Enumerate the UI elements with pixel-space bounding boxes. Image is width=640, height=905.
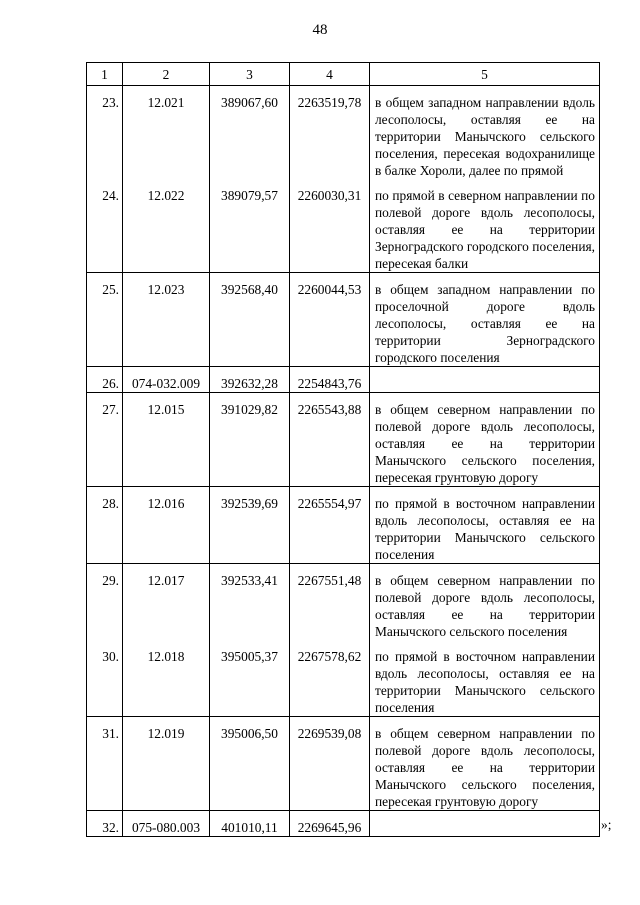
boundary-description-cell (370, 811, 600, 837)
y-coordinate-cell: 2260030,31 (290, 179, 370, 273)
boundary-description-cell: в общем западном направлении вдоль лесополосы, оставляя ее на территории Манычского сельского поселения, пересекая водохранилище в балке Хороли, далее по прямой (370, 86, 600, 180)
table-row (87, 487, 600, 564)
y-coordinate-cell: 2267578,62 (290, 640, 370, 717)
table-row (87, 717, 600, 811)
boundary-description-cell: в общем северном направлении по полевой дороге вдоль лесополосы, оставляя ее на территории Манычского сельского поселения, пересекая грунтовую дорогу (370, 717, 600, 811)
column-header: 4 (290, 63, 370, 86)
y-coordinate-cell: 2260044,53 (290, 273, 370, 367)
table-row (87, 640, 600, 717)
row-number-cell: 27. (87, 393, 123, 487)
row-number-cell: 23. (87, 86, 123, 180)
closing-quote-mark: »; (601, 817, 612, 832)
point-code-cell: 12.022 (123, 179, 210, 273)
row-number-cell: 29. (87, 564, 123, 641)
boundary-description-cell: в общем северном направлении по полевой дороге вдоль лесополосы, оставляя ее на территории Манычского сельского поселения (370, 564, 600, 641)
y-coordinate-cell: 2269539,08 (290, 717, 370, 811)
row-number-cell: 28. (87, 487, 123, 564)
table-row (87, 179, 600, 273)
point-code-cell: 074-032.009 (123, 367, 210, 393)
x-coordinate-cell: 392568,40 (210, 273, 290, 367)
boundary-description-cell: по прямой в восточном направлении вдоль лесополосы, оставляя ее на территории Манычского сельского поселения (370, 487, 600, 564)
table-row (87, 564, 600, 641)
row-number-cell: 26. (87, 367, 123, 393)
point-code-cell: 12.016 (123, 487, 210, 564)
y-coordinate-cell: 2263519,78 (290, 86, 370, 180)
point-code-cell: 075-080.003 (123, 811, 210, 837)
row-number-cell: 30. (87, 640, 123, 717)
x-coordinate-cell: 401010,11 (210, 811, 290, 837)
page-number: 48 (312, 22, 328, 38)
boundary-points-table (86, 62, 600, 837)
table-row (87, 811, 600, 837)
x-coordinate-cell: 395005,37 (210, 640, 290, 717)
column-header: 5 (370, 63, 600, 86)
y-coordinate-cell: 2265554,97 (290, 487, 370, 564)
boundary-description-cell (370, 367, 600, 393)
row-number-cell: 25. (87, 273, 123, 367)
y-coordinate-cell: 2254843,76 (290, 367, 370, 393)
column-header: 2 (123, 63, 210, 86)
table-row (87, 273, 600, 367)
y-coordinate-cell: 2265543,88 (290, 393, 370, 487)
point-code-cell: 12.021 (123, 86, 210, 180)
y-coordinate-cell: 2267551,48 (290, 564, 370, 641)
x-coordinate-cell: 392632,28 (210, 367, 290, 393)
table-row (87, 86, 600, 180)
point-code-cell: 12.018 (123, 640, 210, 717)
boundary-description-cell: в общем западном направлении по проселочной дороге вдоль лесополосы, оставляя ее на территории Зерноградского городского поселения (370, 273, 600, 367)
row-number-cell: 24. (87, 179, 123, 273)
boundary-description-cell: по прямой в восточном направлении вдоль лесополосы, оставляя ее на территории Манычского сельского поселения (370, 640, 600, 717)
point-code-cell: 12.017 (123, 564, 210, 641)
table-header-row (87, 63, 600, 86)
x-coordinate-cell: 392533,41 (210, 564, 290, 641)
table-row (87, 393, 600, 487)
boundary-description-cell: по прямой в северном направлении по полевой дороге вдоль лесополосы, оставляя ее на территории Зерноградского городского поселения, пересекая балки (370, 179, 600, 273)
column-header: 1 (87, 63, 123, 86)
x-coordinate-cell: 389067,60 (210, 86, 290, 180)
column-header: 3 (210, 63, 290, 86)
point-code-cell: 12.023 (123, 273, 210, 367)
boundary-description-cell: в общем северном направлении по полевой дороге вдоль лесополосы, оставляя ее на территории Манычского сельского поселения, пересекая грунтовую дорогу (370, 393, 600, 487)
y-coordinate-cell: 2269645,96 (290, 811, 370, 837)
point-code-cell: 12.015 (123, 393, 210, 487)
row-number-cell: 32. (87, 811, 123, 837)
table-row (87, 367, 600, 393)
row-number-cell: 31. (87, 717, 123, 811)
x-coordinate-cell: 391029,82 (210, 393, 290, 487)
point-code-cell: 12.019 (123, 717, 210, 811)
x-coordinate-cell: 392539,69 (210, 487, 290, 564)
x-coordinate-cell: 389079,57 (210, 179, 290, 273)
x-coordinate-cell: 395006,50 (210, 717, 290, 811)
